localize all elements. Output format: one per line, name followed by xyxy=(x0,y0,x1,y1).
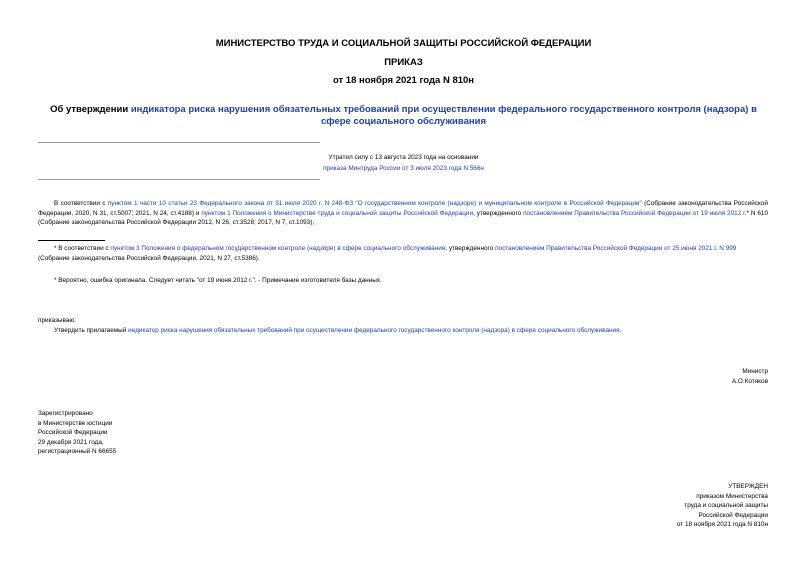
preamble-link-law[interactable]: пунктом 1 части 10 статьи 23 Федерального закона от 31 июля 2020 г. N 248-ФЗ "О государственном контроле (надзоре) и муниципальном контроле в Российской Федерации" xyxy=(107,200,642,207)
divider-top xyxy=(38,142,320,143)
document-title xyxy=(40,104,767,128)
approved-line-2: приказом Министерства xyxy=(696,492,768,500)
status-text: Утратил силу с 13 августа 2023 года на основании xyxy=(328,154,479,161)
document-type: ПРИКАЗ xyxy=(384,57,423,68)
approved-line-4: Российской Федерации xyxy=(698,511,768,519)
status-link[interactable]: приказа Минтруда России от 3 июля 2023 года N 566н xyxy=(323,165,484,172)
footnote-1-text-1: * В соответствии с xyxy=(54,245,111,252)
registration-line-4: 29 декабря 2021 года, xyxy=(38,438,104,446)
status-link-row xyxy=(0,164,807,174)
order-text-2: . xyxy=(619,327,622,334)
footnote-1-text-3: (Собрание законодательства Российской Федерации, 2021, N 27, ст.5386). xyxy=(38,254,260,262)
preamble-link-decree[interactable]: постановлением Правительства Российской Федерации от 19 июля 2012 г. xyxy=(523,209,747,217)
preamble-text-1: В соответствии с xyxy=(54,200,108,207)
order-paragraph xyxy=(54,326,768,336)
preamble-text-3: , утвержденного xyxy=(473,209,524,217)
preamble-link-regulation[interactable]: пунктом 1 Положения о Министерстве труда и социальной защиты Российской Федерации xyxy=(201,209,474,217)
footnote-1-link-decree[interactable]: постановлением Правительства Российской Федерации от 25 июня 2021 г. N 999 xyxy=(495,245,737,252)
ministry-heading: МИНИСТЕРСТВО ТРУДА И СОЦИАЛЬНОЙ ЗАЩИТЫ РОССИЙСКОЙ ФЕДЕРАЦИИ xyxy=(215,38,592,49)
signature-position: Министр xyxy=(742,368,768,375)
signature-name: А.О.Котяков xyxy=(731,378,768,385)
document-date: от 18 ноября 2021 года N 810н xyxy=(332,75,475,86)
footnote-1 xyxy=(38,244,768,263)
footnote-1-link-regulation[interactable]: пунктом 3 Положения о федеральном государственном контроле (надзоре) в сфере социального обслуживания xyxy=(110,245,446,252)
preamble-text-4: * N 610 (Собрание законодательства Российской Федерации 2012, N 26, ст.3528; 2017, N 7, ст.1093), xyxy=(38,209,768,227)
approved-line-1: УТВЕРЖДЕН xyxy=(728,483,768,490)
approved-line-3: труда и социальной защиты xyxy=(684,502,768,510)
registration-line-2: в Министерстве юстиции xyxy=(38,419,113,427)
title-prefix: Об утверждении xyxy=(50,104,131,115)
registration-line-1: Зарегистрировано xyxy=(38,410,93,417)
footnote-1-text-2: , утвержденного xyxy=(445,245,496,252)
approved-line-5: от 18 ноября 2021 года N 810н xyxy=(676,521,768,529)
approved-block xyxy=(560,482,768,530)
order-indicator-link[interactable]: индикатор риска нарушения обязательных требований при осуществлении федерального государственного контроля (надзора) в сфере социального обслуживания xyxy=(128,327,620,334)
divider-bottom xyxy=(38,179,320,180)
footnote-2: * Вероятно, ошибка оригинала. Следует читать "от 19 июня 2012 г.". - Примечание изготовителя базы данных. xyxy=(54,277,382,284)
registration-line-3: Российской Федерации xyxy=(38,429,108,437)
title-link[interactable]: индикатора риска нарушения обязательных требований при осуществлении федерального государственного контроля (надзора) в сфере социального обслуживания xyxy=(130,104,757,127)
registration-block xyxy=(38,409,116,457)
order-text-1: Утвердить прилагаемый xyxy=(54,327,129,334)
preamble-text-2: (Собрание законодательства Российской Федерации, 2020, N 31, ст.5007; 2021, N 24, ст.4188) и xyxy=(38,200,769,217)
footnote-separator xyxy=(38,240,105,241)
registration-line-5: регистрационный N 66655 xyxy=(38,448,117,456)
preamble-paragraph xyxy=(38,199,768,228)
order-word: приказываю: xyxy=(38,317,76,324)
